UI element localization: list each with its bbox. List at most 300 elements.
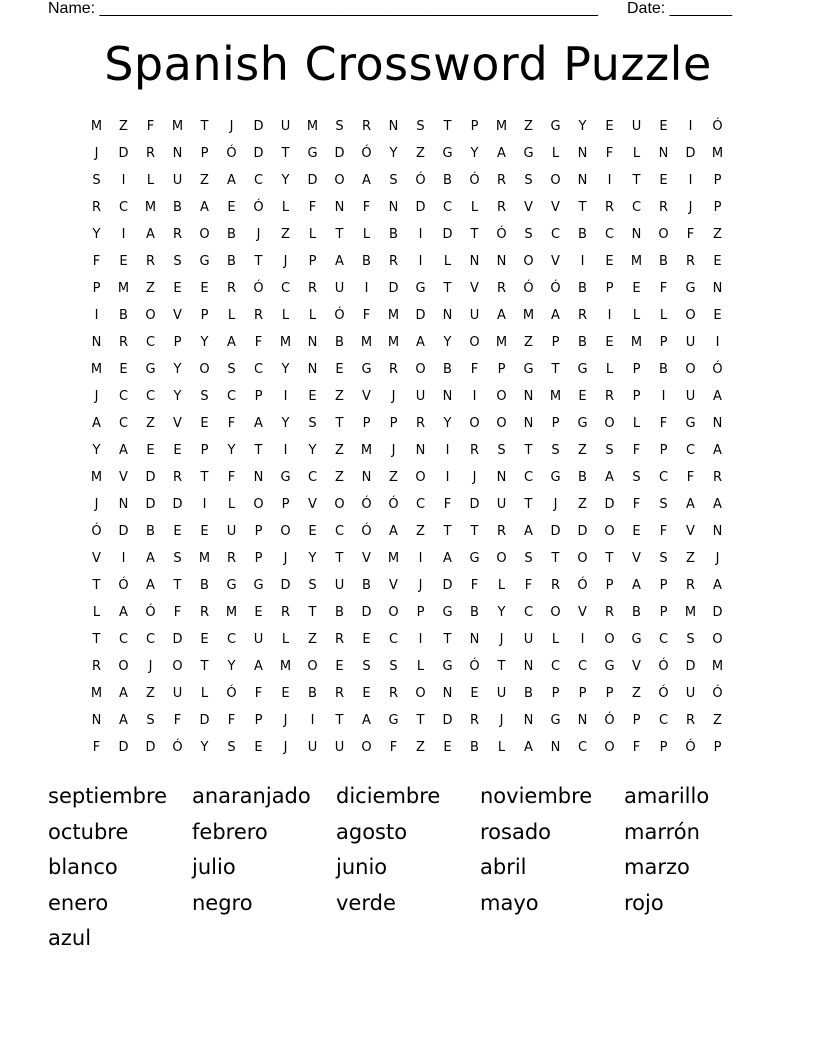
grid-cell[interactable]: T	[335, 713, 344, 728]
grid-cell[interactable]: I	[607, 308, 612, 323]
grid-cell[interactable]: S	[308, 578, 317, 593]
grid-cell[interactable]: R	[469, 713, 480, 728]
grid-cell[interactable]: I	[688, 173, 693, 188]
grid-cell[interactable]: R	[496, 524, 507, 539]
grid-cell[interactable]: M	[360, 335, 373, 350]
grid-cell[interactable]: T	[524, 443, 533, 458]
grid-cell[interactable]: R	[685, 254, 696, 269]
grid-cell[interactable]: L	[362, 227, 371, 242]
grid-cell[interactable]: C	[577, 659, 588, 674]
grid-cell[interactable]: O	[334, 173, 345, 188]
grid-cell[interactable]: P	[308, 254, 317, 269]
grid-cell[interactable]: Ó	[361, 524, 372, 539]
grid-cell[interactable]: N	[577, 146, 588, 161]
grid-cell[interactable]: D	[550, 524, 561, 539]
grid-cell[interactable]: L	[470, 200, 479, 215]
grid-cell[interactable]: P	[497, 362, 506, 377]
grid-cell[interactable]: D	[253, 146, 264, 161]
grid-cell[interactable]: U	[469, 308, 480, 323]
grid-cell[interactable]: F	[92, 254, 101, 269]
grid-cell[interactable]: L	[308, 227, 317, 242]
grid-cell[interactable]: V	[173, 308, 182, 323]
grid-cell[interactable]: A	[551, 308, 560, 323]
grid-cell[interactable]: F	[173, 605, 182, 620]
grid-cell[interactable]: T	[632, 173, 641, 188]
grid-cell[interactable]: E	[173, 443, 182, 458]
grid-cell[interactable]: B	[578, 227, 587, 242]
grid-cell[interactable]: Y	[443, 335, 452, 350]
grid-cell[interactable]: J	[391, 443, 396, 458]
grid-cell[interactable]: L	[632, 308, 641, 323]
grid-cell[interactable]: O	[253, 497, 264, 512]
grid-cell[interactable]: G	[442, 659, 453, 674]
grid-cell[interactable]: S	[551, 443, 560, 458]
grid-cell[interactable]: G	[415, 281, 426, 296]
grid-cell[interactable]: P	[92, 281, 101, 296]
grid-cell[interactable]: D	[577, 524, 588, 539]
grid-cell[interactable]: U	[334, 578, 345, 593]
grid-cell[interactable]: E	[119, 362, 128, 377]
grid-cell[interactable]: R	[118, 335, 129, 350]
grid-cell[interactable]: F	[227, 416, 236, 431]
grid-cell[interactable]: L	[632, 416, 641, 431]
grid-cell[interactable]: R	[226, 281, 237, 296]
grid-cell[interactable]: F	[308, 200, 317, 215]
grid-cell[interactable]: P	[632, 713, 641, 728]
grid-cell[interactable]: L	[146, 173, 155, 188]
grid-cell[interactable]: M	[711, 659, 724, 674]
grid-cell[interactable]: T	[335, 551, 344, 566]
grid-cell[interactable]: E	[605, 119, 614, 134]
grid-cell[interactable]: I	[688, 119, 693, 134]
grid-cell[interactable]: D	[172, 632, 183, 647]
grid-cell[interactable]: N	[118, 497, 129, 512]
grid-cell[interactable]: C	[253, 173, 264, 188]
grid-cell[interactable]: S	[335, 119, 344, 134]
grid-cell[interactable]: G	[469, 551, 480, 566]
grid-cell[interactable]: F	[524, 578, 533, 593]
grid-cell[interactable]: E	[605, 254, 614, 269]
grid-cell[interactable]: N	[550, 740, 561, 755]
grid-cell[interactable]: R	[172, 227, 183, 242]
grid-cell[interactable]: E	[362, 632, 371, 647]
grid-cell[interactable]: J	[94, 389, 99, 404]
grid-cell[interactable]: M	[495, 335, 508, 350]
grid-cell[interactable]: T	[335, 416, 344, 431]
grid-cell[interactable]: U	[280, 119, 291, 134]
grid-cell[interactable]: G	[523, 146, 534, 161]
grid-cell[interactable]: U	[307, 740, 318, 755]
grid-cell[interactable]: Ó	[253, 200, 264, 215]
grid-cell[interactable]: I	[418, 632, 423, 647]
grid-cell[interactable]: L	[416, 659, 425, 674]
grid-cell[interactable]: Ó	[415, 173, 426, 188]
grid-cell[interactable]: Y	[281, 416, 290, 431]
grid-cell[interactable]: L	[281, 200, 290, 215]
grid-cell[interactable]: L	[227, 308, 236, 323]
grid-cell[interactable]: C	[280, 281, 291, 296]
name-field[interactable]: Name: ________________________________________________________	[48, 0, 598, 17]
grid-cell[interactable]: C	[577, 740, 588, 755]
grid-cell[interactable]: V	[389, 578, 398, 593]
grid-cell[interactable]: L	[605, 362, 614, 377]
grid-cell[interactable]: N	[469, 632, 480, 647]
grid-cell[interactable]: E	[281, 686, 290, 701]
grid-cell[interactable]: E	[227, 200, 236, 215]
grid-cell[interactable]: G	[145, 362, 156, 377]
grid-cell[interactable]: A	[713, 578, 722, 593]
grid-cell[interactable]: Z	[308, 632, 317, 647]
grid-cell[interactable]: J	[418, 578, 423, 593]
grid-cell[interactable]: F	[362, 308, 371, 323]
grid-cell[interactable]: T	[92, 578, 101, 593]
grid-cell[interactable]: S	[632, 470, 641, 485]
grid-cell[interactable]: E	[632, 524, 641, 539]
grid-cell[interactable]: T	[443, 119, 452, 134]
grid-cell[interactable]: O	[523, 254, 534, 269]
grid-cell[interactable]: Ó	[712, 362, 723, 377]
grid-cell[interactable]: R	[91, 200, 102, 215]
grid-cell[interactable]: B	[362, 254, 371, 269]
grid-cell[interactable]: P	[551, 335, 560, 350]
grid-cell[interactable]: Y	[308, 551, 317, 566]
grid-cell[interactable]: A	[497, 146, 506, 161]
grid-cell[interactable]: R	[604, 605, 615, 620]
grid-cell[interactable]: O	[469, 335, 480, 350]
grid-cell[interactable]: V	[632, 551, 641, 566]
grid-cell[interactable]: Ó	[712, 686, 723, 701]
grid-cell[interactable]: S	[389, 659, 398, 674]
grid-cell[interactable]: P	[632, 362, 641, 377]
grid-cell[interactable]: C	[550, 659, 561, 674]
grid-cell[interactable]: G	[442, 605, 453, 620]
grid-cell[interactable]: N	[334, 200, 345, 215]
date-field[interactable]: Date: _______	[627, 0, 732, 17]
grid-cell[interactable]: G	[577, 416, 588, 431]
grid-cell[interactable]: U	[226, 524, 237, 539]
grid-cell[interactable]: D	[280, 578, 291, 593]
grid-cell[interactable]: F	[470, 362, 479, 377]
grid-cell[interactable]: I	[121, 551, 126, 566]
grid-cell[interactable]: J	[499, 713, 504, 728]
grid-cell[interactable]: N	[442, 686, 453, 701]
grid-cell[interactable]: Ó	[550, 281, 561, 296]
grid-cell[interactable]: F	[254, 335, 263, 350]
grid-cell[interactable]: R	[145, 146, 156, 161]
grid-cell[interactable]: O	[199, 227, 210, 242]
grid-cell[interactable]: S	[308, 416, 317, 431]
grid-cell[interactable]: T	[308, 605, 317, 620]
grid-cell[interactable]: O	[145, 308, 156, 323]
grid-cell[interactable]: C	[523, 605, 534, 620]
grid-cell[interactable]: I	[607, 173, 612, 188]
grid-cell[interactable]: Z	[416, 146, 425, 161]
grid-cell[interactable]: D	[442, 227, 453, 242]
grid-cell[interactable]: V	[551, 254, 560, 269]
grid-cell[interactable]: C	[118, 416, 129, 431]
grid-cell[interactable]: U	[631, 119, 642, 134]
grid-cell[interactable]: P	[281, 497, 290, 512]
grid-cell[interactable]: M	[90, 470, 103, 485]
grid-cell[interactable]: N	[307, 362, 318, 377]
grid-cell[interactable]: T	[200, 659, 209, 674]
grid-cell[interactable]: B	[578, 470, 587, 485]
grid-cell[interactable]: Y	[227, 443, 236, 458]
grid-cell[interactable]: O	[415, 686, 426, 701]
grid-cell[interactable]: J	[283, 254, 288, 269]
grid-cell[interactable]: T	[551, 551, 560, 566]
grid-cell[interactable]: P	[254, 551, 263, 566]
grid-cell[interactable]: U	[685, 389, 696, 404]
grid-cell[interactable]: S	[389, 173, 398, 188]
grid-cell[interactable]: C	[118, 632, 129, 647]
grid-cell[interactable]: N	[712, 281, 723, 296]
grid-cell[interactable]: B	[335, 335, 344, 350]
grid-cell[interactable]: Z	[200, 173, 209, 188]
grid-cell[interactable]: D	[334, 146, 345, 161]
grid-cell[interactable]: R	[145, 254, 156, 269]
grid-cell[interactable]: A	[443, 551, 452, 566]
grid-cell[interactable]: C	[442, 200, 453, 215]
grid-cell[interactable]: S	[92, 173, 101, 188]
grid-cell[interactable]: N	[523, 416, 534, 431]
grid-cell[interactable]: C	[118, 389, 129, 404]
grid-cell[interactable]: D	[469, 497, 480, 512]
grid-cell[interactable]: G	[550, 470, 561, 485]
grid-cell[interactable]: O	[577, 551, 588, 566]
grid-cell[interactable]: D	[253, 119, 264, 134]
grid-cell[interactable]: F	[227, 470, 236, 485]
grid-cell[interactable]: Y	[308, 443, 317, 458]
grid-cell[interactable]: O	[388, 605, 399, 620]
grid-cell[interactable]: E	[632, 281, 641, 296]
grid-cell[interactable]: A	[146, 551, 155, 566]
grid-cell[interactable]: D	[172, 497, 183, 512]
grid-cell[interactable]: T	[281, 146, 290, 161]
grid-cell[interactable]: T	[173, 578, 182, 593]
grid-cell[interactable]: A	[200, 200, 209, 215]
grid-cell[interactable]: L	[659, 308, 668, 323]
grid-cell[interactable]: P	[551, 416, 560, 431]
grid-cell[interactable]: D	[307, 173, 318, 188]
grid-cell[interactable]: Y	[173, 362, 182, 377]
grid-cell[interactable]: A	[362, 713, 371, 728]
grid-cell[interactable]: A	[254, 659, 263, 674]
grid-cell[interactable]: Y	[92, 443, 101, 458]
grid-cell[interactable]: B	[659, 362, 668, 377]
grid-cell[interactable]: B	[389, 227, 398, 242]
grid-cell[interactable]: N	[523, 389, 534, 404]
grid-cell[interactable]: Z	[335, 443, 344, 458]
grid-cell[interactable]: V	[362, 389, 371, 404]
grid-cell[interactable]: A	[416, 335, 425, 350]
grid-cell[interactable]: I	[283, 389, 288, 404]
grid-cell[interactable]: A	[713, 497, 722, 512]
grid-cell[interactable]: F	[443, 497, 452, 512]
grid-cell[interactable]: P	[605, 578, 614, 593]
grid-cell[interactable]: E	[200, 632, 209, 647]
grid-cell[interactable]: J	[283, 713, 288, 728]
grid-cell[interactable]: T	[200, 119, 209, 134]
grid-cell[interactable]: O	[604, 740, 615, 755]
grid-cell[interactable]: S	[524, 227, 533, 242]
grid-cell[interactable]: A	[119, 713, 128, 728]
grid-cell[interactable]: M	[522, 308, 535, 323]
grid-cell[interactable]: Ó	[712, 119, 723, 134]
grid-cell[interactable]: C	[145, 335, 156, 350]
grid-cell[interactable]: R	[91, 659, 102, 674]
grid-cell[interactable]: A	[92, 416, 101, 431]
grid-cell[interactable]: Z	[146, 416, 155, 431]
grid-cell[interactable]: R	[469, 443, 480, 458]
grid-cell[interactable]: P	[659, 605, 668, 620]
grid-cell[interactable]: P	[254, 524, 263, 539]
grid-cell[interactable]: R	[712, 470, 723, 485]
grid-cell[interactable]: E	[254, 740, 263, 755]
grid-cell[interactable]: N	[442, 389, 453, 404]
grid-cell[interactable]: Z	[578, 443, 587, 458]
grid-cell[interactable]: J	[94, 146, 99, 161]
grid-cell[interactable]: P	[551, 686, 560, 701]
grid-cell[interactable]: I	[121, 173, 126, 188]
grid-cell[interactable]: Z	[335, 389, 344, 404]
grid-cell[interactable]: N	[523, 659, 534, 674]
grid-cell[interactable]: M	[711, 146, 724, 161]
grid-cell[interactable]: Z	[713, 227, 722, 242]
grid-cell[interactable]: U	[172, 173, 183, 188]
grid-cell[interactable]: Y	[281, 362, 290, 377]
grid-cell[interactable]: J	[148, 659, 153, 674]
grid-cell[interactable]: C	[307, 470, 318, 485]
grid-cell[interactable]: Ó	[523, 281, 534, 296]
grid-cell[interactable]: T	[578, 200, 587, 215]
grid-cell[interactable]: O	[604, 524, 615, 539]
grid-cell[interactable]: F	[362, 200, 371, 215]
grid-cell[interactable]: E	[119, 254, 128, 269]
grid-cell[interactable]: E	[173, 524, 182, 539]
grid-cell[interactable]: R	[253, 308, 264, 323]
grid-cell[interactable]: N	[172, 146, 183, 161]
grid-cell[interactable]: S	[173, 551, 182, 566]
grid-cell[interactable]: J	[94, 497, 99, 512]
grid-cell[interactable]: F	[605, 146, 614, 161]
grid-cell[interactable]: M	[279, 335, 292, 350]
grid-cell[interactable]: G	[280, 470, 291, 485]
grid-cell[interactable]: O	[550, 605, 561, 620]
grid-cell[interactable]: M	[90, 686, 103, 701]
grid-cell[interactable]: P	[416, 605, 425, 620]
grid-cell[interactable]: M	[117, 281, 130, 296]
grid-cell[interactable]: B	[119, 308, 128, 323]
grid-cell[interactable]: M	[171, 119, 184, 134]
grid-cell[interactable]: F	[686, 227, 695, 242]
grid-cell[interactable]: S	[524, 551, 533, 566]
grid-cell[interactable]: V	[308, 497, 317, 512]
grid-cell[interactable]: P	[713, 200, 722, 215]
grid-cell[interactable]: R	[334, 686, 345, 701]
grid-cell[interactable]: L	[497, 740, 506, 755]
grid-cell[interactable]: N	[91, 713, 102, 728]
grid-cell[interactable]: F	[146, 119, 155, 134]
grid-cell[interactable]: O	[550, 173, 561, 188]
grid-cell[interactable]: O	[199, 362, 210, 377]
grid-cell[interactable]: N	[496, 254, 507, 269]
grid-cell[interactable]: Ó	[334, 308, 345, 323]
grid-cell[interactable]: I	[715, 335, 720, 350]
grid-cell[interactable]: J	[256, 227, 261, 242]
grid-cell[interactable]: O	[496, 551, 507, 566]
grid-cell[interactable]: B	[443, 173, 452, 188]
grid-cell[interactable]: R	[172, 470, 183, 485]
grid-cell[interactable]: G	[253, 578, 264, 593]
grid-cell[interactable]: Z	[146, 281, 155, 296]
grid-cell[interactable]: T	[416, 713, 425, 728]
grid-cell[interactable]: V	[119, 470, 128, 485]
grid-cell[interactable]: D	[199, 713, 210, 728]
grid-cell[interactable]: P	[659, 740, 668, 755]
grid-cell[interactable]: N	[523, 713, 534, 728]
grid-cell[interactable]: D	[145, 740, 156, 755]
grid-cell[interactable]: B	[227, 227, 236, 242]
grid-cell[interactable]: S	[497, 443, 506, 458]
grid-cell[interactable]: S	[227, 740, 236, 755]
grid-cell[interactable]: I	[121, 227, 126, 242]
grid-cell[interactable]: E	[578, 389, 587, 404]
grid-cell[interactable]: Y	[281, 173, 290, 188]
grid-cell[interactable]: P	[605, 686, 614, 701]
grid-cell[interactable]: B	[578, 335, 587, 350]
grid-cell[interactable]: R	[550, 578, 561, 593]
grid-cell[interactable]: B	[524, 686, 533, 701]
grid-cell[interactable]: R	[361, 119, 372, 134]
grid-cell[interactable]: G	[307, 146, 318, 161]
grid-cell[interactable]: E	[713, 254, 722, 269]
grid-cell[interactable]: C	[145, 389, 156, 404]
grid-cell[interactable]: Z	[713, 713, 722, 728]
grid-cell[interactable]: T	[551, 362, 560, 377]
grid-cell[interactable]: Z	[281, 227, 290, 242]
grid-cell[interactable]: C	[658, 470, 669, 485]
grid-cell[interactable]: M	[684, 605, 697, 620]
grid-cell[interactable]: F	[659, 524, 668, 539]
grid-cell[interactable]: B	[335, 605, 344, 620]
grid-cell[interactable]: U	[496, 686, 507, 701]
grid-cell[interactable]: C	[604, 227, 615, 242]
grid-cell[interactable]: Ó	[253, 281, 264, 296]
grid-cell[interactable]: O	[172, 659, 183, 674]
grid-cell[interactable]: O	[415, 470, 426, 485]
grid-cell[interactable]: E	[308, 524, 317, 539]
grid-cell[interactable]: P	[659, 578, 668, 593]
grid-cell[interactable]: L	[281, 632, 290, 647]
grid-cell[interactable]: I	[580, 254, 585, 269]
grid-cell[interactable]: L	[497, 578, 506, 593]
grid-cell[interactable]: R	[685, 713, 696, 728]
grid-cell[interactable]: B	[308, 686, 317, 701]
grid-cell[interactable]: Ó	[658, 686, 669, 701]
grid-cell[interactable]: A	[227, 335, 236, 350]
grid-cell[interactable]: D	[712, 605, 723, 620]
grid-cell[interactable]: L	[632, 146, 641, 161]
grid-cell[interactable]: B	[146, 524, 155, 539]
grid-cell[interactable]: L	[443, 254, 452, 269]
grid-cell[interactable]: I	[445, 470, 450, 485]
grid-cell[interactable]: N	[631, 227, 642, 242]
grid-cell[interactable]: A	[605, 470, 614, 485]
grid-cell[interactable]: O	[280, 524, 291, 539]
grid-cell[interactable]: Ó	[496, 227, 507, 242]
grid-cell[interactable]: J	[283, 740, 288, 755]
